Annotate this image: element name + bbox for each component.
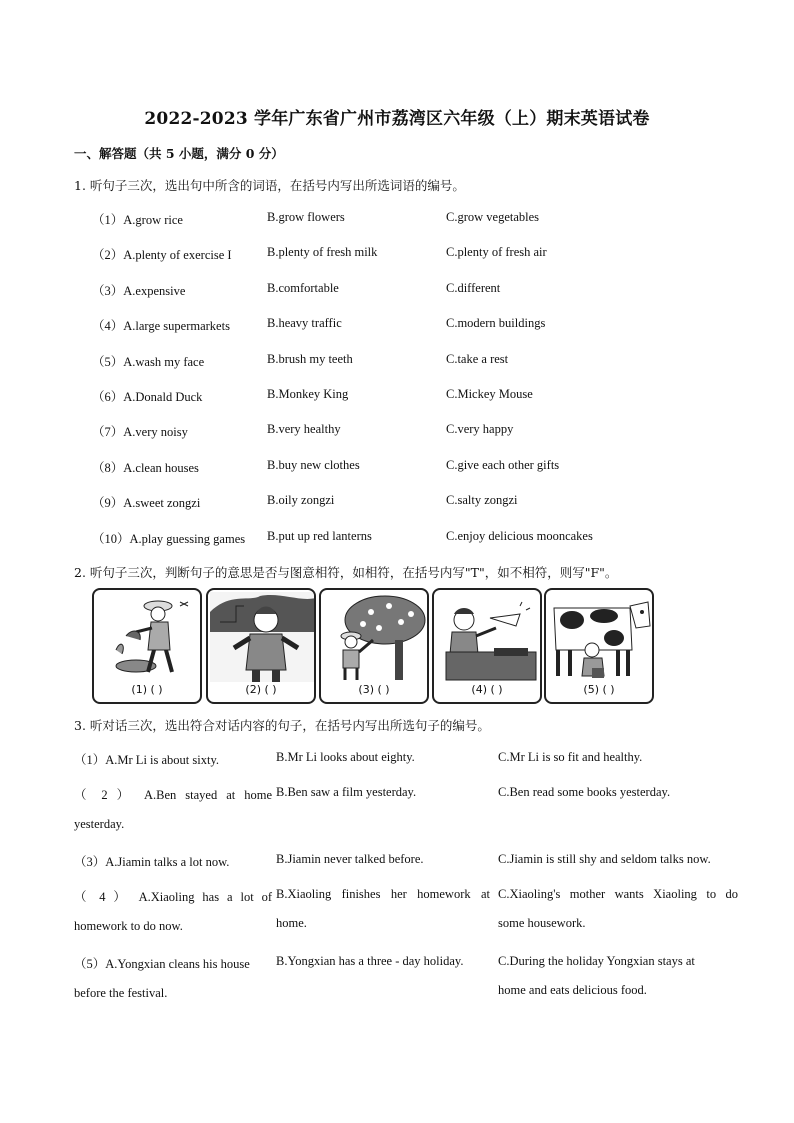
q1-6-option-b: B.Monkey King [267, 387, 349, 401]
q3-2-option-a [74, 785, 272, 832]
picture-2-man [206, 588, 316, 704]
question-1-prompt: 1. 听句子三次，选出句中所含的词语，在括号内写出所选词语的编号。 [74, 178, 465, 193]
q3-2-option-c: C.Ben read some books yesterday. [498, 785, 671, 799]
picture-5-label: (5) ( ) [583, 683, 615, 696]
picture-1-label: (1) ( ) [131, 683, 163, 696]
q1-5-option-c: C.take a rest [446, 351, 509, 366]
q1-10-option-c: C.enjoy delicious mooncakes [446, 528, 593, 543]
q3-4-option-b [276, 887, 490, 931]
q1-9-option-a: （9）A.sweet zongzi [92, 496, 201, 511]
q1-3-option-c: C.different [446, 280, 501, 295]
q3-5-option-a-line2: before the festival. [74, 986, 168, 1000]
q1-10-option-b: B.put up red lanterns [267, 528, 372, 543]
q3-2-option-b: B.Ben saw a film yesterday. [276, 785, 417, 799]
q3-2-option-a-line1: （ 2 ） A.Ben stayed at home [74, 788, 272, 802]
q1-7-option-c: C.very happy [446, 422, 514, 437]
q3-4-option-a-line2: homework to do now. [74, 919, 183, 933]
q1-4-option-c: C.modern buildings [446, 316, 546, 331]
page-title: 2022-2023 学年广东省广州市荔湾区六年级（上）期末英语试卷 [144, 109, 650, 129]
q3-1-option-c: C.Mr Li is so fit and healthy. [498, 750, 643, 764]
picture-1-gardening [92, 588, 202, 704]
q3-5-option-c-line2: home and eats delicious food. [498, 983, 647, 997]
picture-5-cow [544, 588, 654, 704]
q3-4-option-b-line1: B.Xiaoling finishes her homework at [276, 887, 490, 901]
picture-3-fruit-tree [319, 588, 429, 704]
question-2-prompt: 2. 听句子三次，判断句子的意思是否与图意相符，如相符，在括号内写"T"，如不相符，则写"F"。 [74, 565, 618, 580]
section-heading: 一、解答题（共 5 小题，满分 0 分） [74, 146, 284, 161]
q3-3-option-a: （3）A.Jiamin talks a lot now. [74, 855, 230, 869]
q1-8-option-c: C.give each other gifts [446, 457, 560, 472]
q1-7-option-a: （7）A.very noisy [92, 425, 188, 440]
q3-4-option-c-line1: C.Xiaoling's mother wants Xiaoling to do [498, 887, 738, 901]
q1-4-option-b: B.heavy traffic [267, 316, 342, 331]
picture-4-label: (4) ( ) [471, 683, 503, 696]
q3-3-option-c: C.Jiamin is still shy and seldom talks now. [498, 852, 711, 866]
q1-3-option-b: B.comfortable [267, 280, 339, 295]
picture-3-label: (3) ( ) [358, 683, 390, 696]
q3-4-option-a [74, 887, 272, 934]
q3-5-option-c-line1: C.During the holiday Yongxian stays at [498, 954, 695, 968]
q1-3-option-a: （3）A.expensive [92, 283, 186, 298]
question-3-prompt: 3. 听对话三次，选出符合对话内容的句子，在括号内写出所选句子的编号。 [74, 718, 490, 733]
q1-4-option-a: （4）A.large supermarkets [92, 319, 230, 334]
q3-1-option-b: B.Mr Li looks about eighty. [276, 750, 415, 764]
q1-5-option-a: （5）A.wash my face [92, 354, 205, 369]
q1-8-option-a: （8）A.clean houses [92, 460, 199, 475]
q1-9-option-c: C.salty zongzi [446, 493, 518, 508]
q1-6-option-a: （6）A.Donald Duck [92, 390, 203, 404]
q1-2-option-a: （2）A.plenty of exercise I [92, 248, 232, 263]
q3-5-option-b: B.Yongxian has a three - day holiday. [276, 954, 464, 968]
q1-1-option-a: （1）A.grow rice [92, 213, 183, 227]
q3-4-option-c [498, 887, 738, 931]
q3-4-option-a-line1: （ 4 ） A.Xiaoling has a lot of [74, 890, 272, 904]
q1-5-option-b: B.brush my teeth [267, 351, 353, 366]
q3-4-option-b-line2: home. [276, 916, 307, 930]
q1-9-option-b: B.oily zongzi [267, 493, 335, 508]
q1-2-option-c: C.plenty of fresh air [446, 245, 547, 260]
q1-6-option-c: C.Mickey Mouse [446, 387, 533, 401]
q1-2-option-b: B.plenty of fresh milk [267, 245, 378, 260]
q3-2-option-a-line2: yesterday. [74, 817, 125, 831]
q3-5-option-a [74, 954, 272, 1001]
q1-7-option-b: B.very healthy [267, 422, 341, 437]
picture-2-label: (2) ( ) [245, 683, 277, 696]
q1-8-option-b: B.buy new clothes [267, 457, 360, 472]
question-2-pictures [92, 588, 658, 706]
q1-10-option-a: （10）A.play guessing games [92, 531, 246, 546]
q1-1-option-c: C.grow vegetables [446, 210, 540, 224]
q1-1-option-b: B.grow flowers [267, 210, 345, 224]
picture-4-cooking [432, 588, 542, 704]
q3-5-option-c [498, 954, 738, 998]
q3-4-option-c-line2: some housework. [498, 916, 586, 930]
q3-1-option-a: （1）A.Mr Li is about sixty. [74, 753, 220, 767]
q3-5-option-a-line1: （5）A.Yongxian cleans his house [74, 957, 250, 971]
q3-3-option-b: B.Jiamin never talked before. [276, 852, 424, 866]
